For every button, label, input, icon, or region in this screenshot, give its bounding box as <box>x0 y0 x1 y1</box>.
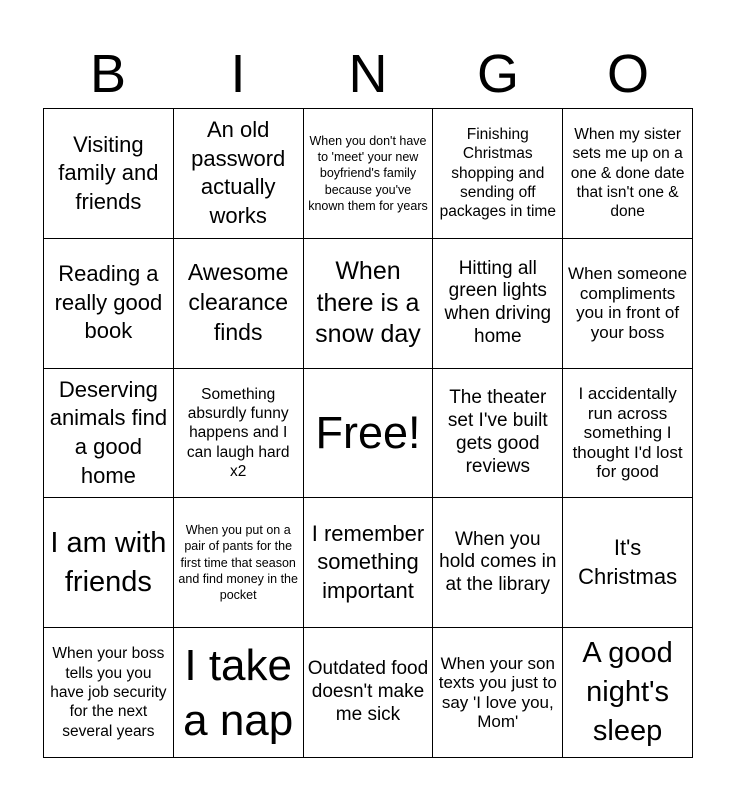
bingo-cell[interactable]: Deserving animals find a good home <box>44 369 174 499</box>
bingo-cell[interactable]: The theater set I've built gets good reviews <box>433 369 563 499</box>
bingo-cell[interactable]: I accidentally run across something I thought I'd lost for good <box>563 369 693 499</box>
bingo-cell[interactable]: A good night's sleep <box>563 628 693 758</box>
bingo-cell[interactable]: It's Christmas <box>563 498 693 628</box>
bingo-cell[interactable]: Reading a really good book <box>44 239 174 369</box>
bingo-cell[interactable]: I remember something important <box>304 498 434 628</box>
bingo-header <box>43 40 693 108</box>
bingo-cell[interactable]: When your son texts you just to say 'I love you, Mom' <box>433 628 563 758</box>
bingo-cell[interactable]: When my sister sets me up on a one & done date that isn't one & done <box>563 109 693 239</box>
bingo-card <box>43 108 693 758</box>
header-letter-b: B <box>89 44 127 104</box>
bingo-cell[interactable]: I am with friends <box>44 498 174 628</box>
bingo-cell[interactable]: I take a nap <box>174 628 304 758</box>
bingo-cell[interactable]: An old password actually works <box>174 109 304 239</box>
header-letter-o: O <box>606 44 649 104</box>
header-letter-n: N <box>348 44 388 104</box>
free-space[interactable]: Free! <box>304 369 434 499</box>
bingo-cell[interactable]: When your boss tells you you have job security for the next several years <box>44 628 174 758</box>
header-letter-i: I <box>230 44 246 104</box>
bingo-cell[interactable]: When someone compliments you in front of your boss <box>563 239 693 369</box>
bingo-cell[interactable]: Something absurdly funny happens and I can laugh hard x2 <box>174 369 304 499</box>
header-letter-g: G <box>476 44 519 104</box>
bingo-cell[interactable]: When you put on a pair of pants for the first time that season and find money in the pocket <box>174 498 304 628</box>
bingo-cell[interactable]: Visiting family and friends <box>44 109 174 239</box>
bingo-cell[interactable]: Finishing Christmas shopping and sending off packages in time <box>433 109 563 239</box>
bingo-cell[interactable]: Awesome clearance finds <box>174 239 304 369</box>
bingo-cell[interactable]: When there is a snow day <box>304 239 434 369</box>
bingo-cell[interactable]: Outdated food doesn't make me sick <box>304 628 434 758</box>
bingo-cell[interactable]: When you hold comes in at the library <box>433 498 563 628</box>
bingo-cell[interactable]: When you don't have to 'meet' your new boyfriend's family because you've known them for years <box>304 109 434 239</box>
bingo-cell[interactable]: Hitting all green lights when driving home <box>433 239 563 369</box>
